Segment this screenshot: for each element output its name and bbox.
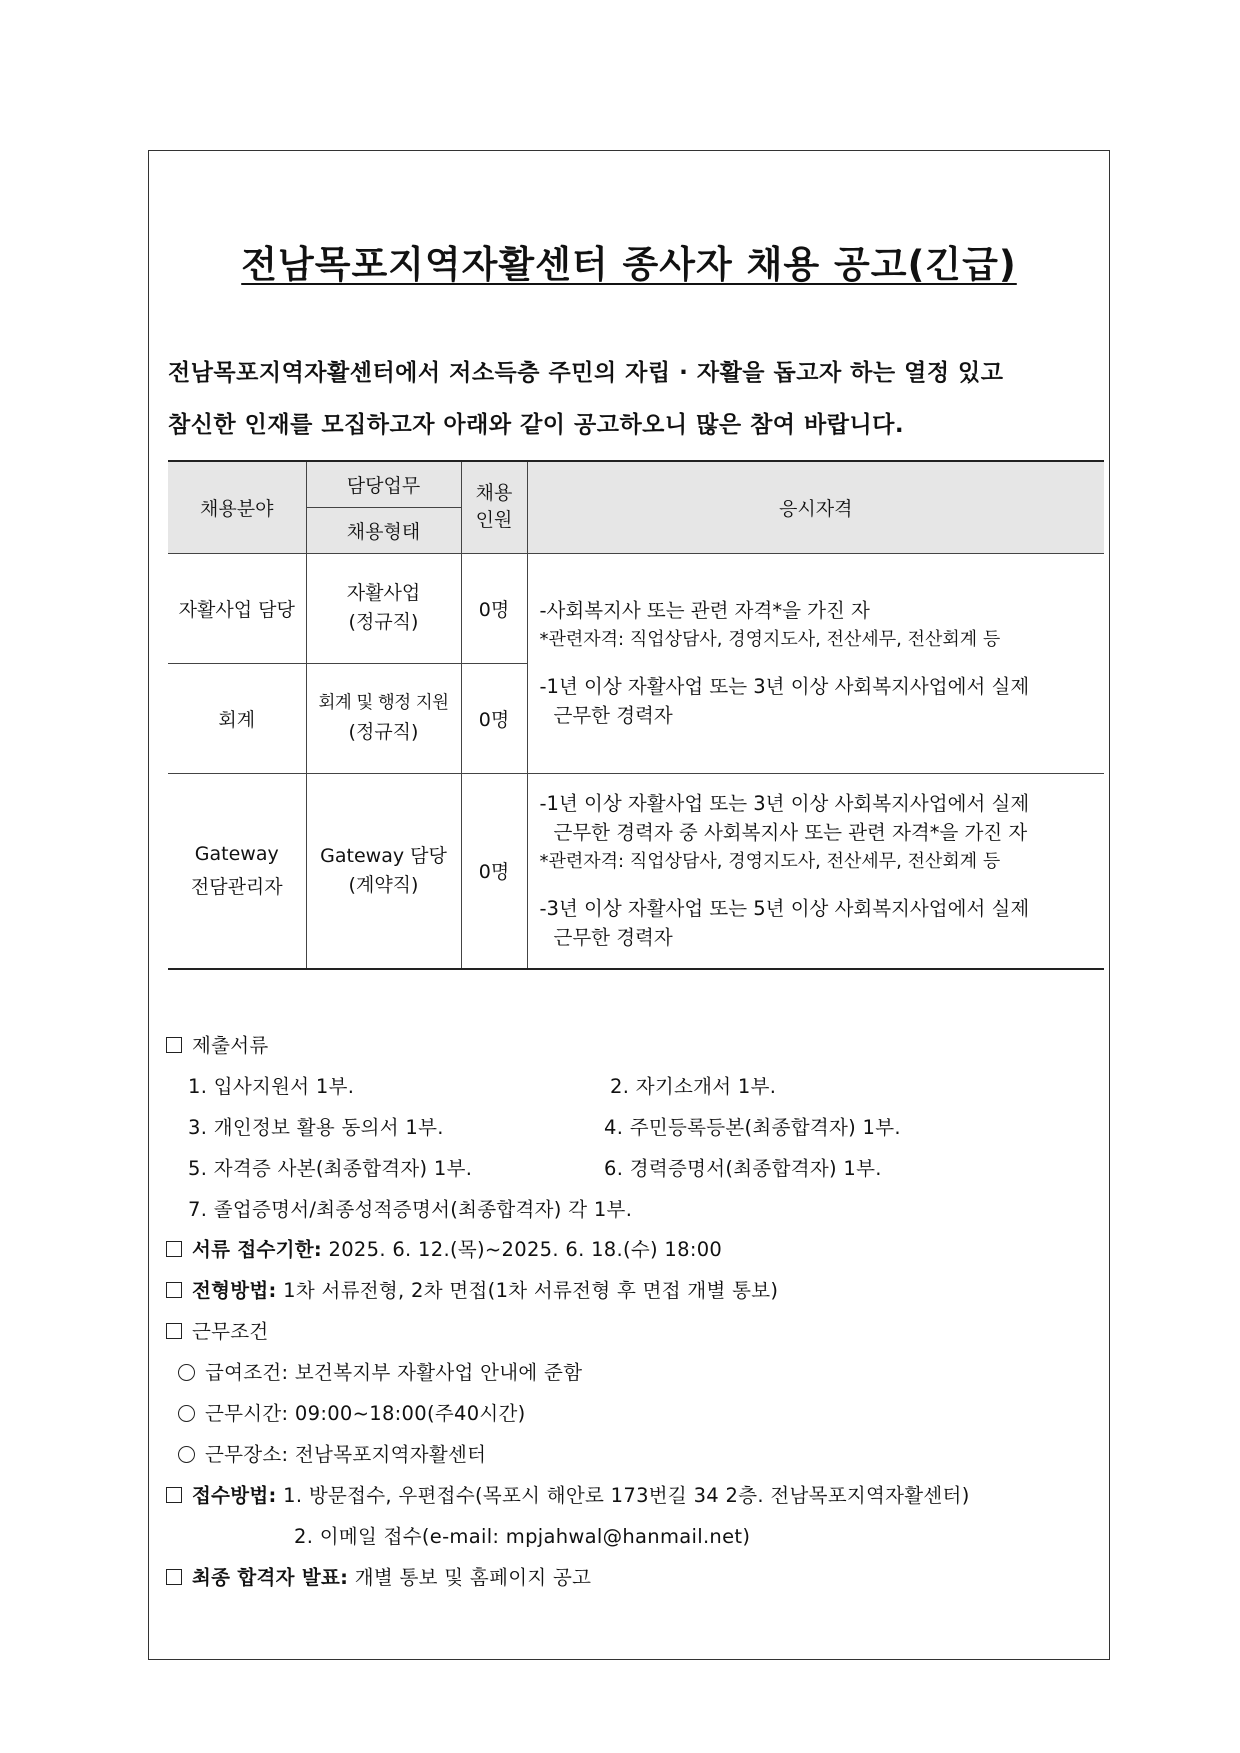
row-count: 0명 bbox=[461, 773, 527, 969]
row-field: 회계 bbox=[168, 663, 306, 773]
recruitment-table bbox=[168, 460, 1104, 970]
row-duty-type bbox=[306, 773, 461, 969]
submission-line-1: 1. 방문접수, 우편접수(목포시 해안로 173번길 34 2층. 전남목포지역자활센터) bbox=[283, 1484, 970, 1507]
header-duty: 담당업무 bbox=[306, 461, 461, 507]
row-duty: 회계 및 행정 지원 bbox=[318, 693, 449, 713]
submission-line-2: 2. 이메일 접수(e-mail: mpjahwal@hanmail.net) bbox=[294, 1525, 751, 1548]
checkbox-square-icon bbox=[166, 1241, 182, 1257]
condition-item: 근무장소: 전남목포지역자활센터 bbox=[178, 1439, 486, 1467]
document-item: 6. 경력증명서(최종합격자) 1부. bbox=[604, 1157, 882, 1180]
row-duty-type bbox=[306, 663, 461, 773]
conditions-heading: 근무조건 bbox=[166, 1316, 269, 1344]
row-field: Gateway 전담관리자 bbox=[168, 773, 306, 969]
qual-line: 근무한 경력자 중 사회복지사 또는 관련 자격*을 가진 자 bbox=[553, 821, 1028, 845]
document-item: 7. 졸업증명서/최종성적증명서(최종합격자) 각 1부. bbox=[188, 1198, 633, 1221]
header-qualification: 응시자격 bbox=[527, 461, 1104, 553]
deadline-line bbox=[166, 1234, 722, 1262]
row-count: 0명 bbox=[461, 663, 527, 773]
intro-line-2: 참신한 인재를 모집하고자 아래와 같이 공고하오니 많은 참여 바랍니다. bbox=[168, 412, 905, 438]
checkbox-square-icon bbox=[166, 1487, 182, 1503]
row-duty-type bbox=[306, 553, 461, 663]
circle-bullet-icon bbox=[178, 1446, 195, 1463]
document-item: 2. 자기소개서 1부. bbox=[610, 1075, 777, 1098]
row-type: (정규직) bbox=[348, 611, 419, 633]
row-count: 0명 bbox=[461, 553, 527, 663]
page-title: 전남목포지역자활센터 종사자 채용 공고(긴급) bbox=[241, 243, 1017, 286]
documents-heading: 제출서류 bbox=[166, 1030, 269, 1058]
intro-line-1: 전남목포지역자활센터에서 저소득층 주민의 자립 · 자활을 돕고자 하는 열정 있고 bbox=[168, 360, 1004, 386]
selection-line bbox=[166, 1275, 778, 1303]
header-field: 채용분야 bbox=[168, 461, 306, 553]
announcement-label: 최종 합격자 발표: bbox=[192, 1566, 349, 1589]
selection-value: 1차 서류전형, 2차 면접(1차 서류전형 후 면접 개별 통보) bbox=[283, 1279, 779, 1302]
document-item: 1. 입사지원서 1부. bbox=[188, 1075, 355, 1098]
qual-note: *관련자격: 직업상담사, 경영지도사, 전산세무, 전산회계 등 bbox=[539, 851, 1001, 873]
condition-item: 급여조건: 보건복지부 자활사업 안내에 준함 bbox=[178, 1357, 582, 1385]
qual-line: -1년 이상 자활사업 또는 3년 이상 사회복지사업에서 실제 bbox=[539, 675, 1030, 698]
qual-note: *관련자격: 직업상담사, 경영지도사, 전산세무, 전산회계 등 bbox=[539, 629, 1001, 650]
checkbox-square-icon bbox=[166, 1282, 182, 1298]
header-type: 채용형태 bbox=[306, 507, 461, 553]
checkbox-square-icon bbox=[166, 1323, 182, 1339]
circle-bullet-icon bbox=[178, 1364, 195, 1381]
row-duty: Gateway 담당 bbox=[320, 844, 447, 867]
submission-line bbox=[166, 1480, 970, 1508]
qual-line: 근무한 경력자 bbox=[553, 926, 673, 950]
checkbox-square-icon bbox=[166, 1037, 182, 1053]
selection-label: 전형방법: bbox=[192, 1279, 277, 1302]
deadline-label: 서류 접수기한: bbox=[192, 1238, 323, 1261]
submission-label: 접수방법: bbox=[192, 1484, 277, 1507]
deadline-value: 2025. 6. 12.(목)~2025. 6. 18.(수) 18:00 bbox=[328, 1238, 723, 1261]
announcement-value: 개별 통보 및 홈페이지 공고 bbox=[354, 1566, 592, 1589]
announcement-line bbox=[166, 1562, 591, 1590]
qual-line: -3년 이상 자활사업 또는 5년 이상 사회복지사업에서 실제 bbox=[539, 897, 1030, 921]
row-duty: 자활사업 bbox=[346, 582, 421, 604]
circle-bullet-icon bbox=[178, 1405, 195, 1422]
row-type: (계약직) bbox=[348, 873, 419, 896]
document-item: 4. 주민등록등본(최종합격자) 1부. bbox=[604, 1116, 901, 1139]
document-item: 5. 자격증 사본(최종합격자) 1부. bbox=[188, 1157, 473, 1180]
qualification-group-2 bbox=[527, 773, 1104, 969]
qual-line: -사회복지사 또는 관련 자격*을 가진 자 bbox=[539, 599, 870, 622]
qual-line: 근무한 경력자 bbox=[553, 704, 673, 727]
qual-line: -1년 이상 자활사업 또는 3년 이상 사회복지사업에서 실제 bbox=[539, 792, 1030, 816]
header-count: 채용 인원 bbox=[461, 461, 527, 553]
qualification-group-1 bbox=[527, 553, 1104, 773]
row-type: (정규직) bbox=[348, 721, 419, 743]
condition-item: 근무시간: 09:00~18:00(주40시간) bbox=[178, 1398, 526, 1426]
document-item: 3. 개인정보 활용 동의서 1부. bbox=[188, 1116, 444, 1139]
row-field: 자활사업 담당 bbox=[168, 553, 306, 663]
checkbox-square-icon bbox=[166, 1569, 182, 1585]
